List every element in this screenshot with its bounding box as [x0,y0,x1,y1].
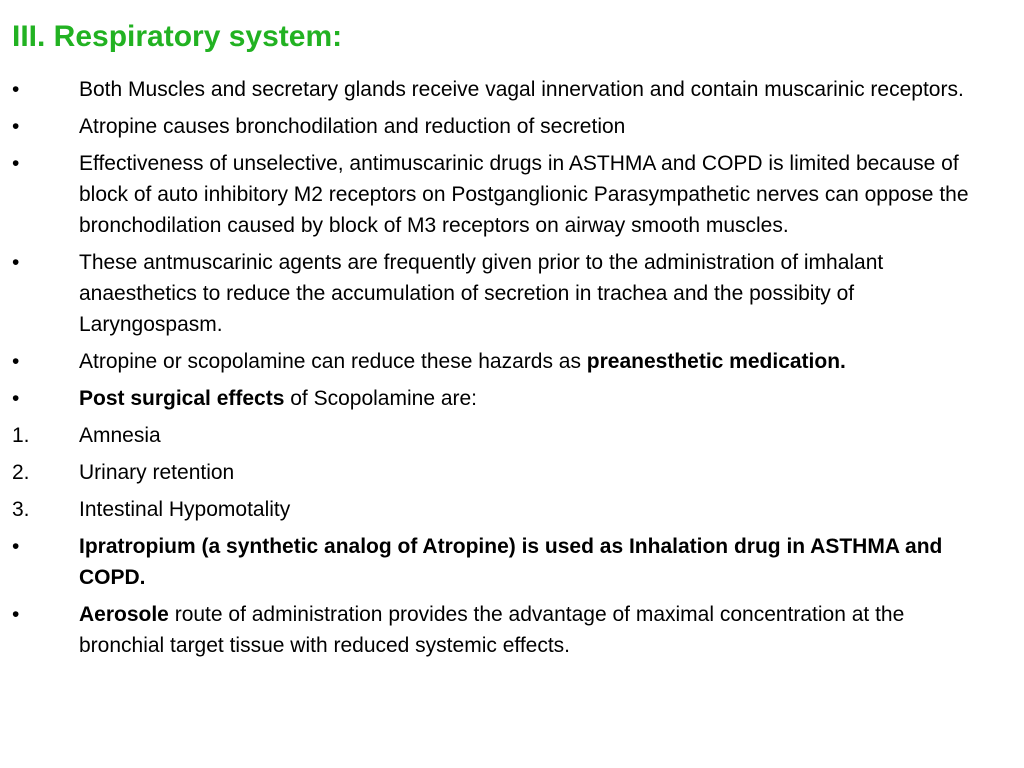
bullet-marker: • [12,251,20,274]
text-segment: Both Muscles and secretary glands receive vagal innervation and contain muscarinic receptors. [79,78,964,101]
bullet-marker: • [12,535,20,558]
item-text [79,383,972,414]
text-segment: Atropine causes bronchodilation and reduction of secretion [79,115,626,138]
bold-text: preanesthetic medication. [586,350,846,373]
text-segment: Urinary retention [79,461,235,484]
item-text [79,420,972,451]
bullet-item [12,599,972,661]
item-text [79,346,972,377]
bullet-item [12,346,972,377]
text-segment: Amnesia [79,424,161,447]
slide-title: III. Respiratory system: [12,20,343,53]
bullet-item [12,74,972,105]
bullet-marker: • [12,152,20,175]
text-segment: Intestinal Hypomotality [79,498,291,521]
text-segment: These antmuscarinic agents are frequently given prior to the administration of imhalant anaesthetics to reduce the accumulation of secretion in trachea and the possibity of Laryngospasm. [79,251,884,336]
item-text [79,74,972,105]
bullet-marker: • [12,115,20,138]
item-text [79,457,972,488]
bullet-marker: • [12,78,20,101]
bullet-marker: • [12,603,20,626]
list-number: 2. [12,461,30,484]
bullet-list [12,74,972,667]
item-text [79,494,972,525]
bullet-item [12,148,972,241]
text-segment: Atropine or scopolamine can reduce these hazards as [79,350,587,373]
bullet-item [12,111,972,142]
bullet-item [12,383,972,414]
list-number: 1. [12,424,30,447]
list-number: 3. [12,498,30,521]
bold-text: Ipratropium (a synthetic analog of Atropine) is used as Inhalation drug in ASTHMA and COPD. [79,535,943,589]
text-segment: Effectiveness of unselective, antimuscarinic drugs in ASTHMA and COPD is limited because of block of auto inhibitory M2 receptors on Postganglionic Parasympathetic nerves can oppose the bronchodilation caused by block of M3 receptors on airway smooth muscles. [79,152,969,237]
item-text [79,247,972,340]
numbered-item [12,420,972,451]
item-text [79,111,972,142]
text-segment: route of administration provides the advantage of maximal concentration at the bronchial target tissue with reduced systemic effects. [79,603,905,657]
bullet-item [12,531,972,593]
numbered-item [12,457,972,488]
bold-text: Aerosole [79,603,169,626]
item-text [79,148,972,241]
numbered-item [12,494,972,525]
text-segment: of Scopolamine are: [284,387,478,410]
bullet-marker: • [12,350,20,373]
bold-text: Post surgical effects [79,387,285,410]
bullet-item [12,247,972,340]
bullet-marker: • [12,387,20,410]
item-text [79,599,972,661]
item-text [79,531,972,593]
